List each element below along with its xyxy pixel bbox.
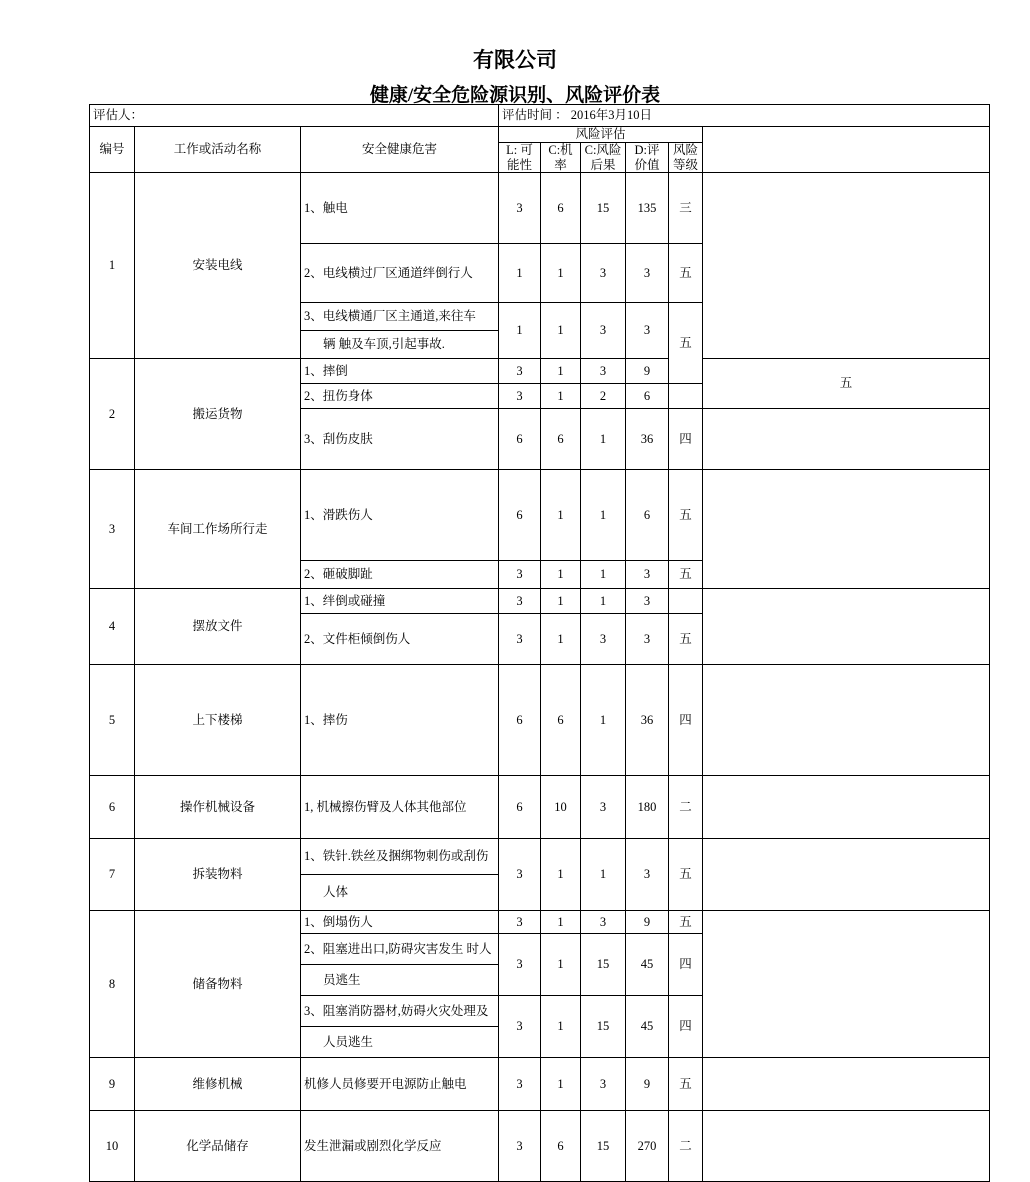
hazard-description: 1、触电	[301, 173, 499, 244]
l-value: 1	[499, 244, 541, 303]
d-value: 3	[626, 589, 669, 614]
d-value: 6	[626, 384, 669, 409]
hazard-description: 员逃生	[301, 965, 499, 996]
l-value: 3	[499, 614, 541, 665]
risk-level: 四	[669, 409, 703, 470]
header-c-freq: C:机率	[541, 142, 581, 173]
d-value: 135	[626, 173, 669, 244]
c-freq-value: 1	[541, 934, 581, 996]
d-value: 3	[626, 561, 669, 589]
row-trailing-cell	[703, 1111, 990, 1182]
c-conseq-value: 1	[581, 839, 626, 911]
row-trailing-cell	[703, 776, 990, 839]
row-trailing-cell	[703, 470, 990, 589]
c-freq-value: 1	[541, 589, 581, 614]
l-value: 1	[499, 303, 541, 359]
row-number: 1	[90, 173, 135, 359]
header-d-value: D:评价值	[626, 142, 669, 173]
table-row	[90, 173, 990, 244]
row-number: 2	[90, 359, 135, 470]
header-risk-assessment-group: 风险评估	[499, 127, 703, 143]
risk-level: 五	[669, 911, 703, 934]
hazard-description: 人员逃生	[301, 1027, 499, 1058]
l-value: 3	[499, 996, 541, 1058]
c-conseq-value: 15	[581, 1111, 626, 1182]
l-value: 3	[499, 589, 541, 614]
c-conseq-value: 3	[581, 1058, 626, 1111]
c-conseq-value: 1	[581, 665, 626, 776]
risk-level: 三	[669, 173, 703, 244]
hazard-description: 1、绊倒或碰撞	[301, 589, 499, 614]
d-value: 270	[626, 1111, 669, 1182]
c-freq-value: 6	[541, 1111, 581, 1182]
assessor-label: 评估人：	[90, 105, 499, 127]
c-freq-value: 6	[541, 409, 581, 470]
d-value: 9	[626, 911, 669, 934]
d-value: 9	[626, 359, 669, 384]
activity-name: 安装电线	[135, 173, 301, 359]
c-conseq-value: 3	[581, 359, 626, 384]
l-value: 6	[499, 409, 541, 470]
risk-level: 四	[669, 934, 703, 996]
c-freq-value: 1	[541, 561, 581, 589]
header-no: 编号	[90, 127, 135, 173]
hazard-description: 1、倒塌伤人	[301, 911, 499, 934]
risk-level: 五	[669, 244, 703, 303]
c-freq-value: 1	[541, 614, 581, 665]
header-spacer	[703, 127, 990, 173]
c-freq-value: 1	[541, 470, 581, 561]
row-number: 7	[90, 839, 135, 911]
risk-level: 五	[669, 303, 703, 384]
hazard-description: 1, 机械擦伤臂及人体其他部位	[301, 776, 499, 839]
c-freq-value: 1	[541, 359, 581, 384]
d-value: 3	[626, 244, 669, 303]
meta-row	[90, 105, 990, 127]
hazard-description: 3、电线横通厂区主通道,来往车	[301, 303, 499, 331]
document-title-area	[0, 0, 793, 104]
risk-assessment-table	[89, 104, 990, 1182]
l-value: 3	[499, 384, 541, 409]
d-value: 36	[626, 665, 669, 776]
activity-name: 车间工作场所行走	[135, 470, 301, 589]
risk-level: 五	[669, 1058, 703, 1111]
c-conseq-value: 15	[581, 934, 626, 996]
c-conseq-value: 3	[581, 303, 626, 359]
c-conseq-value: 1	[581, 589, 626, 614]
c-conseq-value: 3	[581, 776, 626, 839]
hazard-description: 人体	[301, 875, 499, 911]
c-conseq-value: 3	[581, 244, 626, 303]
risk-level: 五	[669, 839, 703, 911]
d-value: 3	[626, 614, 669, 665]
activity-name: 摆放文件	[135, 589, 301, 665]
hazard-description: 2、文件柜倾倒伤人	[301, 614, 499, 665]
c-conseq-value: 1	[581, 561, 626, 589]
c-conseq-value: 15	[581, 173, 626, 244]
header-hazard: 安全健康危害	[301, 127, 499, 173]
hazard-description: 1、摔伤	[301, 665, 499, 776]
header-l: L: 可能性	[499, 142, 541, 173]
table-row	[90, 776, 990, 839]
d-value: 36	[626, 409, 669, 470]
c-conseq-value: 1	[581, 409, 626, 470]
hazard-description: 2、砸破脚趾	[301, 561, 499, 589]
activity-name: 搬运货物	[135, 359, 301, 470]
activity-name: 维修机械	[135, 1058, 301, 1111]
d-value: 3	[626, 839, 669, 911]
d-value: 3	[626, 303, 669, 359]
risk-level: 四	[669, 665, 703, 776]
c-conseq-value: 15	[581, 996, 626, 1058]
c-freq-value: 10	[541, 776, 581, 839]
activity-name: 操作机械设备	[135, 776, 301, 839]
hazard-description: 2、扭伤身体	[301, 384, 499, 409]
risk-level: 二	[669, 776, 703, 839]
hazard-description: 1、铁针.铁丝及捆绑物刺伤或刮伤	[301, 839, 499, 875]
activity-name: 化学品储存	[135, 1111, 301, 1182]
c-freq-value: 1	[541, 1058, 581, 1111]
l-value: 3	[499, 173, 541, 244]
table-row	[90, 359, 990, 384]
activity-name: 拆装物料	[135, 839, 301, 911]
c-freq-value: 1	[541, 244, 581, 303]
row-number: 6	[90, 776, 135, 839]
hazard-description: 1、滑跌伤人	[301, 470, 499, 561]
risk-level: 五	[669, 614, 703, 665]
assessment-date: 评估时间 ： 2016年3月10日	[499, 105, 990, 127]
table-row	[90, 589, 990, 614]
hazard-description: 发生泄漏或剧烈化学反应	[301, 1111, 499, 1182]
c-freq-value: 1	[541, 996, 581, 1058]
row-trailing-cell	[703, 173, 990, 359]
company-title: 有限公司	[473, 48, 557, 72]
row-trailing-cell	[703, 665, 990, 776]
row-number: 3	[90, 470, 135, 589]
row-trailing-cell	[703, 911, 990, 1058]
d-value: 45	[626, 934, 669, 996]
document-subtitle: 健康/安全危险源识别、风险评价表	[369, 85, 661, 106]
table-row	[90, 665, 990, 776]
risk-level	[669, 589, 703, 614]
table-row	[90, 839, 990, 875]
risk-level: 五	[669, 561, 703, 589]
table-header-row-1	[90, 127, 990, 143]
row-number: 10	[90, 1111, 135, 1182]
risk-level: 五	[703, 359, 990, 409]
hazard-description: 2、电线横过厂区通道绊倒行人	[301, 244, 499, 303]
activity-name: 上下楼梯	[135, 665, 301, 776]
header-level: 风险等级	[669, 142, 703, 173]
c-freq-value: 1	[541, 384, 581, 409]
l-value: 6	[499, 665, 541, 776]
l-value: 3	[499, 561, 541, 589]
c-freq-value: 6	[541, 665, 581, 776]
l-value: 3	[499, 1058, 541, 1111]
c-freq-value: 1	[541, 839, 581, 911]
c-freq-value: 1	[541, 303, 581, 359]
table-row	[90, 911, 990, 934]
risk-level: 五	[669, 470, 703, 561]
risk-level: 四	[669, 996, 703, 1058]
row-number: 8	[90, 911, 135, 1058]
l-value: 6	[499, 776, 541, 839]
c-conseq-value: 3	[581, 614, 626, 665]
table-row	[90, 1058, 990, 1111]
c-conseq-value: 1	[581, 470, 626, 561]
row-trailing-cell	[703, 839, 990, 911]
hazard-description: 机修人员修要开电源防止触电	[301, 1058, 499, 1111]
risk-assessment-sheet	[89, 104, 853, 1182]
l-value: 3	[499, 934, 541, 996]
header-activity: 工作或活动名称	[135, 127, 301, 173]
l-value: 3	[499, 359, 541, 384]
row-trailing-cell	[703, 1058, 990, 1111]
d-value: 9	[626, 1058, 669, 1111]
c-freq-value: 6	[541, 173, 581, 244]
hazard-description: 2、阻塞进出口,防碍灾害发生 时人	[301, 934, 499, 965]
risk-level: 二	[669, 1111, 703, 1182]
activity-name: 储备物料	[135, 911, 301, 1058]
hazard-description: 1、摔倒	[301, 359, 499, 384]
table-row	[90, 1111, 990, 1182]
hazard-description: 辆 触及车顶,引起事故.	[301, 331, 499, 359]
d-value: 45	[626, 996, 669, 1058]
c-freq-value: 1	[541, 911, 581, 934]
l-value: 3	[499, 1111, 541, 1182]
c-conseq-value: 3	[581, 911, 626, 934]
hazard-description: 3、刮伤皮肤	[301, 409, 499, 470]
row-trailing-cell	[703, 589, 990, 665]
header-c-conseq: C:风险后果	[581, 142, 626, 173]
row-number: 9	[90, 1058, 135, 1111]
l-value: 3	[499, 911, 541, 934]
table-row	[90, 470, 990, 561]
row-number: 4	[90, 589, 135, 665]
hazard-description: 3、阻塞消防器材,妨碍火灾处理及	[301, 996, 499, 1027]
d-value: 6	[626, 470, 669, 561]
d-value: 180	[626, 776, 669, 839]
l-value: 6	[499, 470, 541, 561]
c-conseq-value: 2	[581, 384, 626, 409]
row-number: 5	[90, 665, 135, 776]
l-value: 3	[499, 839, 541, 911]
